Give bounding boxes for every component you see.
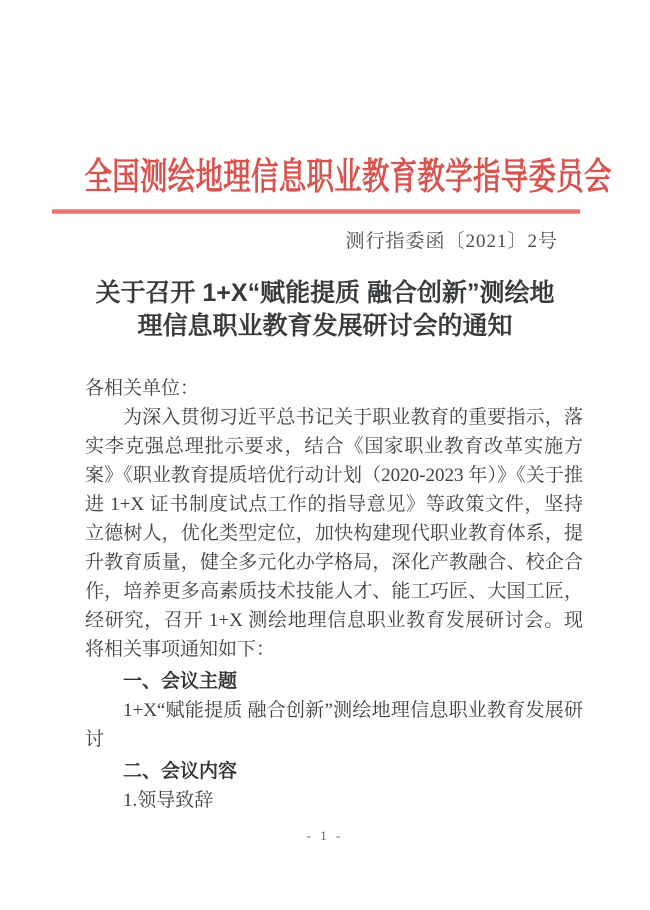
section-heading-1: 一、会议主题 xyxy=(123,671,238,692)
section-meeting-theme xyxy=(85,667,583,754)
document-reference-number: 测行指委函〔2021〕2号 xyxy=(345,231,558,252)
red-divider-line xyxy=(52,209,580,214)
section-meeting-content xyxy=(85,757,583,815)
section-heading-2: 二、会议内容 xyxy=(123,761,238,782)
intro-paragraph: 为深入贯彻习近平总书记关于职业教育的重要指示，落实李克强总理批示要求，结合《国家职业教育改革实施方案》《职业教育提质培优行动计划（2020-2023 年）》《关于推进 1+X 证书制度试点工作的指导意见》等政策文件，坚持立德树人，优化类型定位，加快构建现代职业教育体系，提升教育质量，健全多元化办学格局，深化产教融合、校企合作，培养更多高素质技术技能人才、能工巧匠、大国工匠，经研究，召开 1+X 测绘地理信息职业教育发展研讨会。现将相关事项通知如下： xyxy=(85,407,583,660)
salutation: 各相关单位： xyxy=(85,378,200,399)
notice-title: 关于召开 1+X“赋能提质 融合创新”测绘地理信息职业教育发展研讨会的通知 xyxy=(95,279,555,340)
section-content-2: 1.领导致辞 xyxy=(123,790,214,811)
notice-body xyxy=(85,374,583,815)
issuing-org-title: 全国测绘地理信息职业教育教学指导委员会 xyxy=(84,157,612,198)
section-content-1: 1+X“赋能提质 融合创新”测绘地理信息职业教育发展研讨 xyxy=(85,700,583,750)
page-number: - 1 - xyxy=(306,828,344,843)
